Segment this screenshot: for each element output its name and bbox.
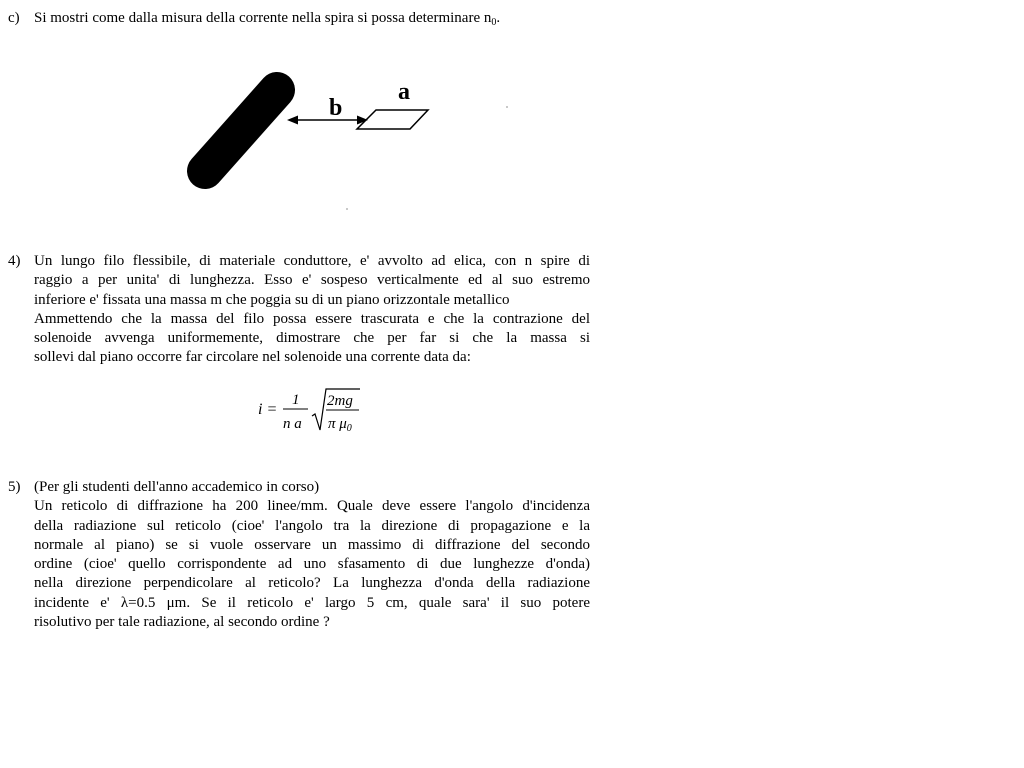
problem-5-line: ordine (cioe' quello corrispondente ad uno sfasamento di due lunghezze d'onda) [34,556,590,573]
speck-dot [346,208,347,209]
square-loop-a [357,110,428,129]
distance-b-label: b [329,95,343,121]
part-c-text-main: Si mostri come dalla misura della corrente nella spira si possa determinare n [34,10,492,26]
problem-5-line: della radiazione sul reticolo (cioe' l'angolo tra la direzione di propagazione e la [34,517,590,534]
problem-4-line: solenoide avvenga uniformemente, dimostrare che per far si che la massa si [34,330,590,347]
problem-4-number: 4) [8,253,21,269]
formula-numerator: 1 [292,392,300,408]
problem-4-line: Un lungo filo flessibile, di materiale conduttore, e' avvolto ad elica, con n spire di [34,253,590,269]
problem-5-line: Un reticolo di diffrazione ha 200 linee/mm. Quale deve essere l'angolo d'incidenza [34,498,590,515]
distance-b-arrow-head-left [287,116,298,125]
problem-5-text [34,478,590,632]
wire-and-loop-figure [0,0,1024,230]
current-formula [250,384,390,440]
formula-sqrt-denominator-main: π μ [328,416,347,432]
problem-5-line: nella direzione perpendicolare al reticolo? La lunghezza d'onda della radiazione [34,575,590,592]
formula-denominator: n a [283,416,302,432]
part-c-label: c) [8,10,20,26]
problem-5-line: incidente e' λ=0.5 μm. Se il reticolo e' largo 5 cm, quale sara' il suo potere [34,594,590,611]
problem-4-line: inferiore e' fissata una massa m che poggia su di un piano orizzontale metallico [34,291,510,308]
formula-lhs: i = [258,401,278,418]
part-c-text-sub: 0 [491,17,497,28]
formula-sqrt-denominator-sub: 0 [346,423,352,434]
problem-5-line: risolutivo per tale radiazione, al secondo ordine ? [34,614,330,631]
problem-4-line: Ammettendo che la massa del filo possa essere trascurata e che la contrazione del [34,310,590,327]
loop-side-a-label: a [398,79,410,105]
problem-5-number: 5) [8,479,21,495]
thick-wire [205,90,277,171]
problem-4-line: sollevi dal piano occorre far circolare nel solenoide una corrente data da: [34,349,471,366]
problem-4-line: raggio a per unita' di lunghezza. Esso e' sospeso verticalmente ed al suo estremo [34,272,590,289]
problem-5-line: (Per gli studenti dell'anno accademico in corso) [34,479,320,495]
speck-dot [506,106,507,107]
part-c-text-end: . [496,10,501,26]
formula-sqrt-numerator: 2mg [327,393,353,409]
problem-4-text [34,252,590,368]
formula-sqrt-denominator [328,416,352,434]
problem-5-line: normale al piano) se si vuole osservare un massimo di diffrazione del secondo [34,536,590,553]
